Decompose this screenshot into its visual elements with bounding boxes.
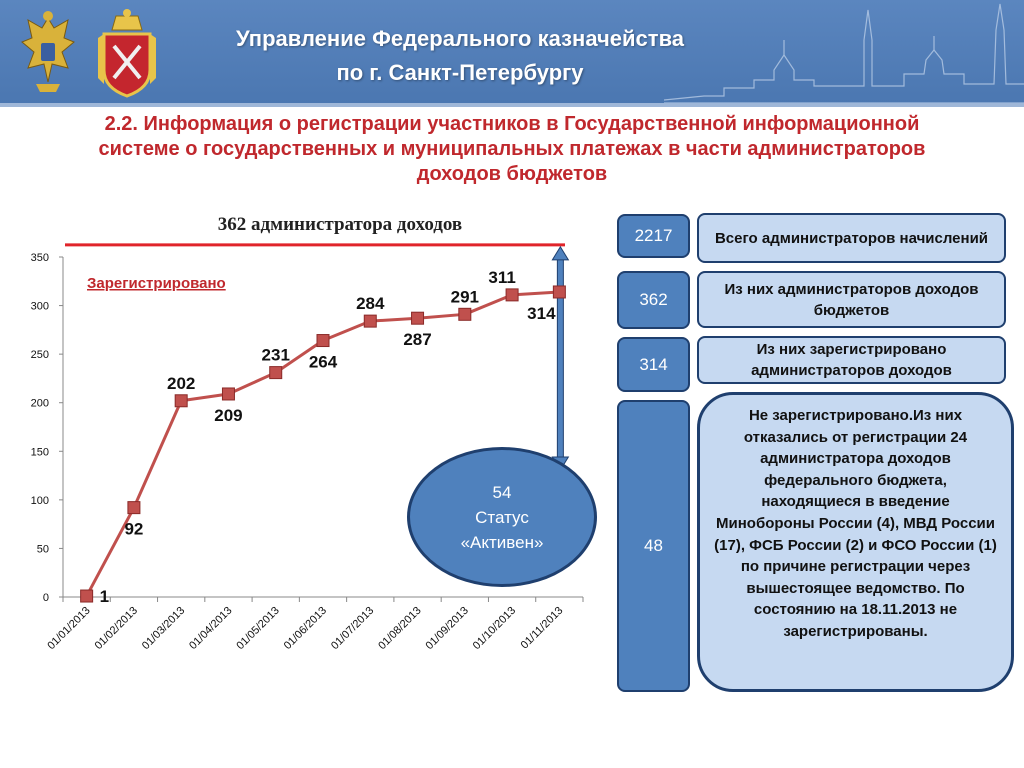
data-point	[506, 289, 518, 301]
x-tick-label: 01/02/2013	[92, 604, 141, 653]
x-tick-label: 01/07/2013	[328, 604, 377, 653]
data-label: 291	[450, 287, 480, 307]
x-tick-label: 01/05/2013	[234, 604, 282, 653]
data-point	[222, 388, 234, 400]
data-label: 231	[261, 345, 290, 365]
data-label: 92	[124, 519, 144, 539]
y-tick-label: 100	[30, 494, 49, 507]
status-active-count: 54	[492, 482, 512, 502]
data-label: 287	[403, 330, 432, 350]
not-registered-value: 48	[617, 400, 690, 692]
x-tick-label: 01/09/2013	[423, 604, 471, 653]
y-tick-label: 350	[30, 252, 49, 264]
data-label: 1	[99, 587, 110, 607]
summary-text-total: Всего администраторов начислений	[697, 213, 1006, 263]
x-tick-label: 01/04/2013	[187, 604, 235, 653]
x-tick-label: 01/06/2013	[281, 604, 330, 653]
data-point	[270, 367, 282, 379]
data-label: 284	[356, 294, 385, 314]
x-tick-label: 01/11/2013	[518, 604, 566, 652]
x-tick-label: 01/10/2013	[470, 604, 519, 653]
data-point	[81, 590, 93, 602]
data-point	[128, 502, 140, 514]
summary-value-registered: 314	[617, 337, 690, 392]
summary-value-admins: 362	[617, 271, 690, 329]
data-label: 209	[214, 405, 243, 425]
data-point	[459, 308, 471, 320]
status-active-callout	[407, 447, 597, 587]
slide-title-line1: 2.2. Информация о регистрации участников в Государственной информационной	[104, 113, 920, 135]
data-label: 314	[527, 303, 556, 323]
summary-text-registered: Из них зарегистрировано администраторов доходов	[697, 336, 1006, 384]
y-tick-label: 250	[30, 349, 49, 362]
y-tick-label: 200	[30, 397, 49, 410]
y-tick-label: 150	[30, 446, 49, 459]
summary-text-admins: Из них администраторов доходов бюджетов	[697, 271, 1006, 328]
x-tick-label: 01/03/2013	[139, 604, 188, 653]
data-label: 264	[308, 352, 338, 372]
y-tick-label: 50	[36, 543, 49, 556]
slide-title-line3: доходов бюджетов	[416, 163, 608, 185]
x-tick-label: 01/01/2013	[45, 604, 93, 653]
data-point	[175, 395, 187, 407]
data-point	[317, 335, 329, 347]
x-tick-label: 01/08/2013	[376, 604, 424, 653]
data-point	[412, 312, 424, 324]
header-title-line1: Управление Федерального казначейства	[235, 26, 685, 51]
not-registered-text: Не зарегистрировано.Из них отказались от регистрации 24 администратора доходов федерального бюджета, находящиеся в введение Минобороны России (4), МВД России (17), ФСБ России (2) и ФСО России (1) по причине регистрации через вышестоящее ведомство. По состоянию на 18.11.2013 не зарегистрированы.	[697, 392, 1014, 692]
gap-arrow-head-top	[552, 247, 568, 260]
summary-value-total: 2217	[617, 214, 690, 258]
status-active-line3: «Активен»	[460, 532, 544, 552]
header-title-line2: по г. Санкт-Петербургу	[336, 60, 584, 85]
chart-title: 362 администратора доходов	[217, 214, 463, 235]
data-label: 202	[166, 373, 196, 393]
y-tick-label: 300	[30, 300, 49, 313]
y-tick-label: 0	[42, 592, 49, 604]
data-label: 311	[488, 267, 516, 287]
data-point	[364, 315, 376, 327]
slide-title-line2: системе о государственных и муниципальных платежах в части администраторов	[98, 138, 926, 160]
series-label: Зарегистрировано	[87, 275, 226, 292]
data-point	[553, 286, 565, 298]
status-active-line2: Статус	[475, 507, 529, 527]
